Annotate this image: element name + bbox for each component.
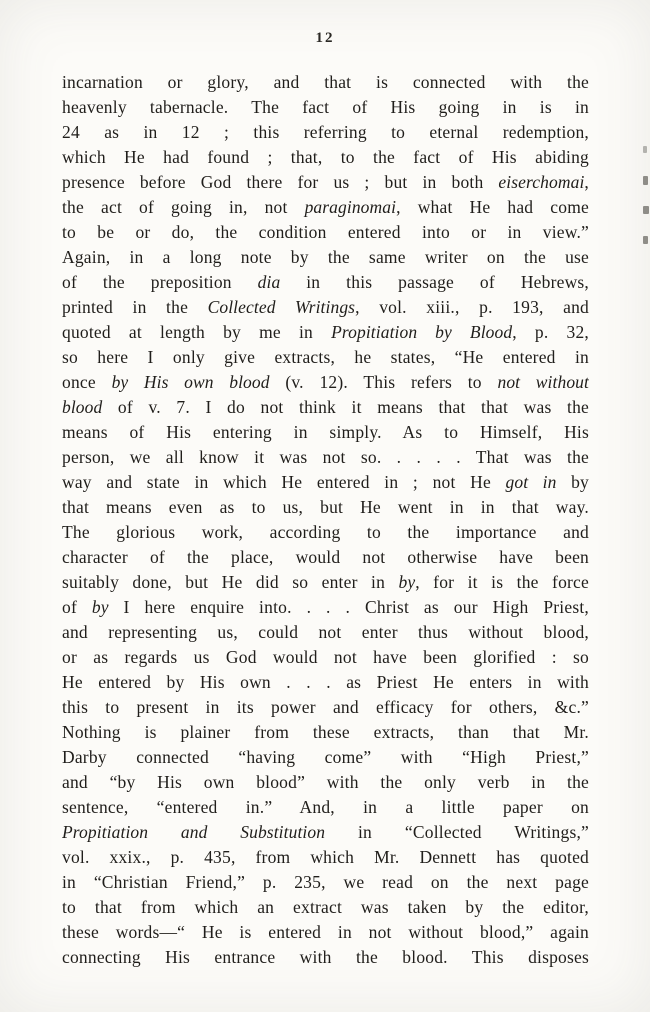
- text-line: He entered by His own . . . as Priest He enters in with: [62, 672, 589, 692]
- text-line: sentence, “entered in.” And, in a little paper on: [62, 797, 589, 817]
- text-line: that means even as to us, but He went in in that way.: [62, 497, 589, 517]
- text-line: connecting His entrance with the blood. This disposes: [62, 947, 589, 967]
- text-line: person, we all know it was not so. . . . . That was the: [62, 447, 589, 467]
- text-line: once by His own blood (v. 12). This refers to not without: [62, 372, 589, 392]
- text-line: and “by His own blood” with the only verb in the: [62, 772, 589, 792]
- text-line: or as regards us God would not have been glorified : so: [62, 647, 589, 667]
- page-number: 12: [315, 30, 335, 46]
- text-line: so here I only give extracts, he states, “He entered in: [62, 347, 589, 367]
- text-line: which He had found ; that, to the fact of His abiding: [62, 147, 589, 167]
- scan-artifact: [643, 206, 649, 214]
- text-line: these words—“ He is entered in not without blood,” again: [62, 922, 589, 942]
- text-line: of the preposition dia in this passage of Hebrews,: [62, 272, 589, 292]
- text-line: vol. xxix., p. 435, from which Mr. Dennett has quoted: [62, 847, 589, 867]
- text-line: presence before God there for us ; but in both eiserchomai,: [62, 172, 589, 192]
- text-line: The glorious work, according to the importance and: [62, 522, 589, 542]
- text-line: of by I here enquire into. . . . Christ as our High Priest,: [62, 597, 589, 617]
- text-line: blood of v. 7. I do not think it means that that was the: [62, 397, 589, 417]
- text-line: incarnation or glory, and that is connected with the: [62, 72, 589, 92]
- text-line: Nothing is plainer from these extracts, than that Mr.: [62, 722, 589, 742]
- scan-artifact: [643, 176, 648, 185]
- text-line: to that from which an extract was taken by the editor,: [62, 897, 589, 917]
- text-line: Propitiation and Substitution in “Collected Writings,”: [62, 822, 589, 842]
- scan-artifact: [643, 146, 647, 153]
- text-line: suitably done, but He did so enter in by, for it is the force: [62, 572, 589, 592]
- text-line: in “Christian Friend,” p. 235, we read on the next page: [62, 872, 589, 892]
- page-text: [62, 70, 589, 970]
- text-line: printed in the Collected Writings, vol. xiii., p. 193, and: [62, 297, 589, 317]
- text-line: and representing us, could not enter thus without blood,: [62, 622, 589, 642]
- text-line: quoted at length by me in Propitiation by Blood, p. 32,: [62, 322, 589, 342]
- text-line: heavenly tabernacle. The fact of His going in is in: [62, 97, 589, 117]
- text-line: Darby connected “having come” with “High Priest,”: [62, 747, 589, 767]
- text-line: to be or do, the condition entered into or in view.”: [62, 222, 589, 242]
- text-line: this to present in its power and efficacy for others, &c.”: [62, 697, 589, 717]
- text-line: way and state in which He entered in ; not He got in by: [62, 472, 589, 492]
- text-line: 24 as in 12 ; this referring to eternal redemption,: [62, 122, 589, 142]
- text-line: Again, in a long note by the same writer on the use: [62, 247, 589, 267]
- text-line: the act of going in, not paraginomai, what He had come: [62, 197, 589, 217]
- scan-artifact: [643, 236, 648, 244]
- text-line: means of His entering in simply. As to Himself, His: [62, 422, 589, 442]
- text-line: character of the place, would not otherwise have been: [62, 547, 589, 567]
